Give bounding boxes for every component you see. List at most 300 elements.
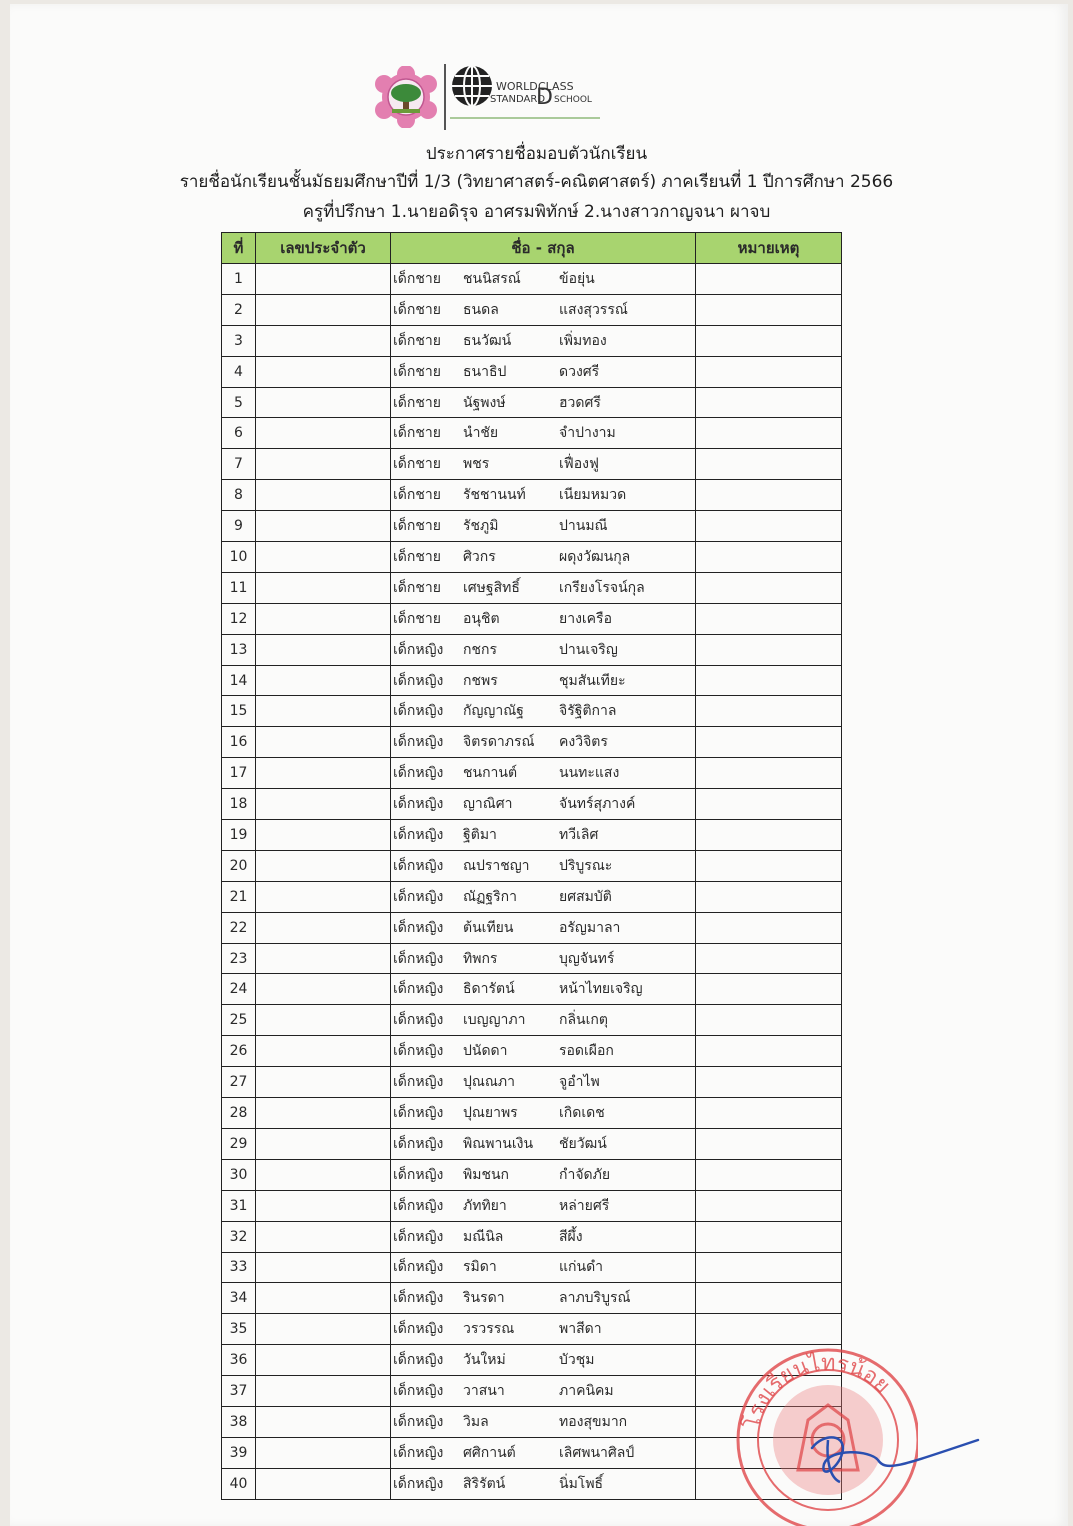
- student-id-cell: [256, 696, 391, 727]
- row-number: 39: [222, 1437, 256, 1468]
- row-number: 22: [222, 912, 256, 943]
- student-id-cell: [256, 603, 391, 634]
- col-header-no: ที่: [222, 233, 256, 264]
- first-name: ณัฏฐริกา: [463, 888, 517, 905]
- note-cell: [696, 603, 842, 634]
- note-cell: [696, 1190, 842, 1221]
- row-number: 9: [222, 511, 256, 542]
- first-name: กัญญาณัฐ: [463, 703, 524, 720]
- student-id-cell: [256, 325, 391, 356]
- note-cell: [696, 850, 842, 881]
- student-name-cell: [391, 850, 696, 881]
- first-name: ทิพกร: [463, 950, 498, 967]
- note-cell: [696, 820, 842, 851]
- student-id-cell: [256, 1190, 391, 1221]
- student-id-cell: [256, 1376, 391, 1407]
- first-name: ปุณยาพร: [463, 1104, 518, 1121]
- row-number: 34: [222, 1283, 256, 1314]
- student-name-cell: [391, 1345, 696, 1376]
- student-name-cell: [391, 665, 696, 696]
- note-cell: [696, 1005, 842, 1036]
- last-name: นนทะแสง: [559, 765, 620, 782]
- first-name: ปนัดดา: [463, 1043, 508, 1060]
- note-cell: [696, 480, 842, 511]
- student-name-cell: [391, 294, 696, 325]
- first-name: มณีนิล: [463, 1228, 504, 1245]
- table-row: [222, 387, 842, 418]
- row-number: 2: [222, 294, 256, 325]
- last-name: ปานมณี: [559, 518, 608, 535]
- student-id-cell: [256, 634, 391, 665]
- row-number: 4: [222, 356, 256, 387]
- table-row: [222, 850, 842, 881]
- name-prefix: เด็กหญิง: [393, 1259, 444, 1276]
- table-row: [222, 1190, 842, 1221]
- student-id-cell: [256, 1036, 391, 1067]
- svg-text:CLASS: CLASS: [538, 80, 574, 93]
- row-number: 23: [222, 943, 256, 974]
- table-row: [222, 789, 842, 820]
- row-number: 15: [222, 696, 256, 727]
- table-body: [222, 264, 842, 1500]
- note-cell: [696, 264, 842, 295]
- student-name-cell: [391, 1376, 696, 1407]
- table-row: [222, 603, 842, 634]
- student-id-cell: [256, 1406, 391, 1437]
- world-class-logo: [450, 62, 610, 132]
- first-name: ภัททิยา: [463, 1197, 507, 1214]
- student-name-cell: [391, 696, 696, 727]
- row-number: 30: [222, 1159, 256, 1190]
- note-cell: [696, 387, 842, 418]
- note-cell: [696, 1098, 842, 1129]
- first-name: ต้นเทียน: [463, 919, 514, 936]
- last-name: ชัยวัฒน์: [559, 1135, 607, 1152]
- svg-text:WORLD: WORLD: [496, 80, 538, 93]
- row-number: 7: [222, 449, 256, 480]
- student-name-cell: [391, 1036, 696, 1067]
- name-prefix: เด็กหญิง: [393, 1383, 444, 1399]
- name-prefix: เด็กชาย: [393, 548, 441, 565]
- student-id-cell: [256, 665, 391, 696]
- note-cell: [696, 1036, 842, 1067]
- name-prefix: เด็กชาย: [393, 610, 441, 627]
- student-id-cell: [256, 572, 391, 603]
- note-cell: [696, 511, 842, 542]
- last-name: บุญจันทร์: [559, 950, 615, 967]
- first-name: วาสนา: [463, 1383, 505, 1399]
- student-id-cell: [256, 1221, 391, 1252]
- student-id-cell: [256, 511, 391, 542]
- header-logos: [370, 62, 610, 134]
- last-name: จันทร์สุภางค์: [559, 796, 636, 813]
- last-name: กำจัดภัย: [559, 1166, 611, 1183]
- last-name: ปริบูรณะ: [559, 857, 613, 874]
- note-cell: [696, 449, 842, 480]
- student-name-cell: [391, 572, 696, 603]
- last-name: หน้าไทยเจริญ: [559, 981, 643, 998]
- row-number: 35: [222, 1314, 256, 1345]
- name-prefix: เด็กหญิง: [393, 1413, 444, 1430]
- note-cell: [696, 572, 842, 603]
- last-name: แก่นดำ: [559, 1259, 604, 1276]
- table-row: [222, 511, 842, 542]
- last-name: ผดุงวัฒนกุล: [559, 548, 631, 565]
- row-number: 28: [222, 1098, 256, 1129]
- student-id-cell: [256, 480, 391, 511]
- world-class-logo-text: [450, 62, 610, 132]
- row-number: 16: [222, 727, 256, 758]
- first-name: รัชชานนท์: [463, 487, 526, 504]
- first-name: ณปราชญา: [463, 857, 530, 874]
- student-id-cell: [256, 1067, 391, 1098]
- note-cell: [696, 1221, 842, 1252]
- note-cell: [696, 665, 842, 696]
- student-table: [221, 232, 842, 1500]
- student-id-cell: [256, 449, 391, 480]
- row-number: 10: [222, 542, 256, 573]
- first-name: พิมชนก: [463, 1166, 510, 1183]
- last-name: ปานเจริญ: [559, 641, 618, 658]
- row-number: 11: [222, 572, 256, 603]
- table-row: [222, 912, 842, 943]
- student-name-cell: [391, 449, 696, 480]
- note-cell: [696, 325, 842, 356]
- note-cell: [696, 294, 842, 325]
- last-name: ฮวดศรี: [559, 394, 601, 411]
- name-prefix: เด็กหญิง: [393, 641, 444, 658]
- last-name: กลิ่นเกตุ: [559, 1012, 608, 1029]
- table-row: [222, 480, 842, 511]
- last-name: เนียมหมวด: [559, 487, 627, 504]
- name-prefix: เด็กหญิง: [393, 1290, 444, 1307]
- last-name: จำปางาม: [559, 425, 616, 442]
- last-name: ยศสมบัติ: [559, 888, 612, 905]
- name-prefix: เด็กหญิง: [393, 1475, 444, 1492]
- student-name-cell: [391, 943, 696, 974]
- last-name: เกรียงโรจน์กุล: [559, 579, 645, 596]
- last-name: สีผึ้ง: [559, 1228, 583, 1245]
- row-number: 37: [222, 1376, 256, 1407]
- name-prefix: เด็กหญิง: [393, 1104, 444, 1121]
- note-cell: [696, 881, 842, 912]
- table-row: [222, 264, 842, 295]
- first-name: เบญญาภา: [463, 1012, 526, 1029]
- table-row: [222, 1221, 842, 1252]
- last-name: เฟื่องฟู: [559, 456, 599, 473]
- note-cell: [696, 789, 842, 820]
- last-name: หล่ายศรี: [559, 1197, 610, 1214]
- student-name-cell: [391, 1190, 696, 1221]
- student-name-cell: [391, 1252, 696, 1283]
- name-prefix: เด็กหญิง: [393, 826, 444, 843]
- student-name-cell: [391, 1406, 696, 1437]
- last-name: จิรัฐิติกาล: [559, 703, 617, 720]
- student-id-cell: [256, 294, 391, 325]
- name-prefix: เด็กหญิง: [393, 672, 444, 689]
- student-name-cell: [391, 356, 696, 387]
- student-id-cell: [256, 727, 391, 758]
- col-header-name: ชื่อ - สกุล: [391, 233, 696, 264]
- last-name: จูอำไพ: [559, 1074, 600, 1091]
- row-number: 14: [222, 665, 256, 696]
- name-prefix: เด็กชาย: [393, 518, 441, 535]
- student-name-cell: [391, 1067, 696, 1098]
- name-prefix: เด็กหญิง: [393, 1321, 444, 1338]
- student-name-cell: [391, 325, 696, 356]
- student-id-cell: [256, 943, 391, 974]
- student-id-cell: [256, 387, 391, 418]
- student-id-cell: [256, 1283, 391, 1314]
- row-number: 32: [222, 1221, 256, 1252]
- name-prefix: เด็กชาย: [393, 394, 441, 411]
- row-number: 33: [222, 1252, 256, 1283]
- table-row: [222, 943, 842, 974]
- first-name: ธนวัฒน์: [463, 332, 512, 349]
- name-prefix: เด็กชาย: [393, 425, 441, 442]
- student-name-cell: [391, 974, 696, 1005]
- student-name-cell: [391, 912, 696, 943]
- student-name-cell: [391, 1468, 696, 1499]
- table-row: [222, 325, 842, 356]
- last-name: แสงสุวรรณ์: [559, 301, 628, 318]
- row-number: 26: [222, 1036, 256, 1067]
- row-number: 24: [222, 974, 256, 1005]
- student-id-cell: [256, 881, 391, 912]
- student-id-cell: [256, 1098, 391, 1129]
- student-id-cell: [256, 912, 391, 943]
- first-name: รมิดา: [463, 1259, 497, 1276]
- name-prefix: เด็กหญิง: [393, 1135, 444, 1152]
- last-name: ลาภบริบูรณ์: [559, 1290, 631, 1307]
- table-row: [222, 820, 842, 851]
- student-id-cell: [256, 850, 391, 881]
- signature-mark: [790, 1420, 990, 1500]
- student-name-cell: [391, 820, 696, 851]
- first-name: วันใหม่: [463, 1352, 506, 1369]
- name-prefix: เด็กหญิง: [393, 734, 444, 751]
- note-cell: [696, 912, 842, 943]
- row-number: 3: [222, 325, 256, 356]
- note-cell: [696, 1128, 842, 1159]
- first-name: ธิดารัตน์: [463, 981, 515, 998]
- first-name: นัฐพงษ์: [463, 394, 506, 411]
- row-number: 1: [222, 264, 256, 295]
- col-header-note: หมายเหตุ: [696, 233, 842, 264]
- first-name: รัชภูมิ: [463, 518, 499, 535]
- student-name-cell: [391, 542, 696, 573]
- table-row: [222, 696, 842, 727]
- table-row: [222, 418, 842, 449]
- table-row: [222, 881, 842, 912]
- document-subtitle: รายชื่อนักเรียนชั้นมัธยมศึกษาปีที่ 1/3 (วิทยาศาสตร์-คณิตศาสตร์) ภาคเรียนที่ 1 ปีการศึกษา 2566: [179, 172, 894, 192]
- table-row: [222, 727, 842, 758]
- last-name: เลิศพนาศิลป์: [559, 1444, 635, 1461]
- first-name: จิตรดาภรณ์: [463, 734, 535, 751]
- school-emblem-icon: [370, 66, 442, 128]
- table-row: [222, 542, 842, 573]
- row-number: 12: [222, 603, 256, 634]
- first-name: ชนกานต์: [463, 765, 518, 782]
- note-cell: [696, 356, 842, 387]
- last-name: ดวงศรี: [559, 363, 600, 380]
- svg-text:STANDARD: STANDARD: [490, 94, 546, 105]
- name-prefix: เด็กหญิง: [393, 981, 444, 998]
- student-name-cell: [391, 1283, 696, 1314]
- name-prefix: เด็กหญิง: [393, 1043, 444, 1060]
- student-name-cell: [391, 264, 696, 295]
- name-prefix: เด็กชาย: [393, 456, 441, 473]
- student-id-cell: [256, 1128, 391, 1159]
- last-name: เกิดเดช: [559, 1104, 605, 1121]
- student-name-cell: [391, 634, 696, 665]
- first-name: กชพร: [463, 672, 498, 689]
- table-row: [222, 1159, 842, 1190]
- student-id-cell: [256, 1345, 391, 1376]
- first-name: วิมล: [463, 1413, 489, 1430]
- student-name-cell: [391, 480, 696, 511]
- note-cell: [696, 1252, 842, 1283]
- first-name: สิริรัตน์: [463, 1475, 506, 1492]
- row-number: 38: [222, 1406, 256, 1437]
- name-prefix: เด็กชาย: [393, 332, 441, 349]
- student-id-cell: [256, 974, 391, 1005]
- table-row: [222, 758, 842, 789]
- first-name: เศษฐสิทธิ์: [463, 579, 520, 596]
- last-name: ภาคนิคม: [559, 1383, 614, 1399]
- row-number: 40: [222, 1468, 256, 1499]
- first-name: อนุชิต: [463, 610, 500, 627]
- first-name: นำชัย: [463, 425, 499, 442]
- note-cell: [696, 696, 842, 727]
- student-name-cell: [391, 881, 696, 912]
- name-prefix: เด็กหญิง: [393, 1074, 444, 1091]
- student-name-cell: [391, 1221, 696, 1252]
- name-prefix: เด็กหญิง: [393, 765, 444, 782]
- student-name-cell: [391, 511, 696, 542]
- note-cell: [696, 1283, 842, 1314]
- student-name-cell: [391, 1005, 696, 1036]
- note-cell: [696, 1159, 842, 1190]
- student-id-cell: [256, 758, 391, 789]
- name-prefix: เด็กหญิง: [393, 1228, 444, 1245]
- first-name: รินรดา: [463, 1290, 505, 1307]
- note-cell: [696, 974, 842, 1005]
- table-row: [222, 1128, 842, 1159]
- advisors-line: ครูที่ปรึกษา 1.นายอดิรุจ อาศรมพิทักษ์ 2.นางสาวกาญจนา ผาจบ: [302, 202, 771, 222]
- student-id-cell: [256, 1005, 391, 1036]
- first-name: วรวรรณ: [463, 1321, 515, 1338]
- table-row: [222, 1036, 842, 1067]
- student-name-cell: [391, 418, 696, 449]
- table-row: [222, 294, 842, 325]
- first-name: ธนาธิป: [463, 363, 507, 380]
- name-prefix: เด็กชาย: [393, 270, 441, 287]
- note-cell: [696, 634, 842, 665]
- document-title: ประกาศรายชื่อมอบตัวนักเรียน: [425, 144, 648, 164]
- last-name: ทองสุขมาก: [559, 1413, 628, 1430]
- last-name: พาสีดา: [559, 1321, 602, 1338]
- student-name-cell: [391, 727, 696, 758]
- table-row: [222, 665, 842, 696]
- row-number: 27: [222, 1067, 256, 1098]
- row-number: 31: [222, 1190, 256, 1221]
- name-prefix: เด็กหญิง: [393, 703, 444, 720]
- note-cell: [696, 758, 842, 789]
- note-cell: [696, 418, 842, 449]
- svg-text:D: D: [536, 85, 553, 110]
- svg-text:SCHOOL: SCHOOL: [554, 95, 592, 105]
- name-prefix: เด็กชาย: [393, 487, 441, 504]
- table-row: [222, 1098, 842, 1129]
- student-id-cell: [256, 264, 391, 295]
- last-name: ยางเครือ: [559, 610, 612, 627]
- name-prefix: เด็กหญิง: [393, 1197, 444, 1214]
- student-id-cell: [256, 1159, 391, 1190]
- first-name: ปุณณภา: [463, 1074, 515, 1091]
- first-name: ญาณิศา: [463, 796, 513, 813]
- student-id-cell: [256, 1252, 391, 1283]
- row-number: 8: [222, 480, 256, 511]
- row-number: 19: [222, 820, 256, 851]
- name-prefix: เด็กหญิง: [393, 796, 444, 813]
- last-name: อรัญมาลา: [559, 919, 621, 936]
- name-prefix: เด็กหญิง: [393, 1444, 444, 1461]
- row-number: 18: [222, 789, 256, 820]
- last-name: นิ่มโพธิ์: [559, 1475, 604, 1492]
- note-cell: [696, 727, 842, 758]
- table-row: [222, 572, 842, 603]
- table-row: [222, 974, 842, 1005]
- student-name-cell: [391, 789, 696, 820]
- student-name-cell: [391, 1159, 696, 1190]
- last-name: ทวีเลิศ: [559, 826, 599, 843]
- student-name-cell: [391, 1128, 696, 1159]
- row-number: 20: [222, 850, 256, 881]
- last-name: คงวิจิตร: [559, 734, 608, 751]
- row-number: 25: [222, 1005, 256, 1036]
- student-id-cell: [256, 789, 391, 820]
- first-name: ธนดล: [463, 301, 499, 318]
- last-name: บัวชุม: [559, 1352, 595, 1369]
- name-prefix: เด็กชาย: [393, 301, 441, 318]
- table-row: [222, 1252, 842, 1283]
- col-header-id: เลขประจำตัว: [256, 233, 391, 264]
- name-prefix: เด็กชาย: [393, 579, 441, 596]
- student-id-cell: [256, 1437, 391, 1468]
- student-name-cell: [391, 603, 696, 634]
- last-name: เพิ่มทอง: [559, 332, 607, 349]
- name-prefix: เด็กหญิง: [393, 1166, 444, 1183]
- table-row: [222, 1005, 842, 1036]
- row-number: 17: [222, 758, 256, 789]
- name-prefix: เด็กหญิง: [393, 888, 444, 905]
- table-row: [222, 356, 842, 387]
- first-name: ศศิกานต์: [463, 1444, 516, 1461]
- row-number: 5: [222, 387, 256, 418]
- table-row: [222, 634, 842, 665]
- last-name: ข้อยุ่น: [559, 270, 595, 287]
- first-name: พชร: [463, 456, 490, 473]
- student-name-cell: [391, 387, 696, 418]
- first-name: พิณพานเงิน: [463, 1135, 534, 1152]
- row-number: 13: [222, 634, 256, 665]
- student-name-cell: [391, 1098, 696, 1129]
- student-id-cell: [256, 1468, 391, 1499]
- table-row: [222, 449, 842, 480]
- first-name: กชกร: [463, 641, 497, 658]
- first-name: ฐิติมา: [463, 826, 497, 843]
